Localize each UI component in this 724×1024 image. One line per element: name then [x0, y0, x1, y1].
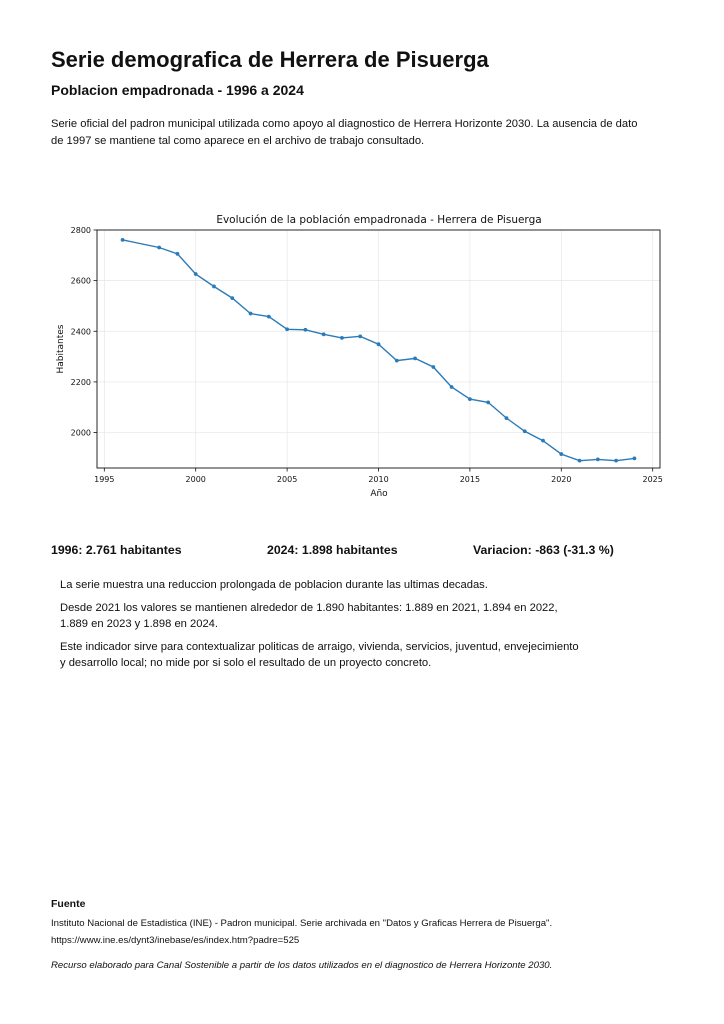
intro-paragraph: Serie oficial del padron municipal utilizada como apoyo al diagnostico de Herrera Horizonte 2030. La ausencia de dato de 1997 se mantiene tal como aparece en el archivo de trabajo consultado. — [51, 118, 638, 147]
data-point — [322, 332, 326, 336]
y-tick-label: 2200 — [70, 377, 91, 387]
data-point — [303, 328, 307, 332]
data-point — [505, 416, 509, 420]
note-paragraph: La serie muestra una reduccion prolongada de poblacion durante las ultimas decadas. — [60, 579, 488, 591]
y-tick-label: 2800 — [70, 226, 91, 235]
data-point — [578, 459, 582, 463]
data-point — [413, 356, 417, 360]
data-point — [377, 342, 381, 346]
x-tick-label: 2025 — [642, 475, 663, 484]
x-tick-label: 2010 — [368, 475, 389, 484]
data-point — [468, 397, 472, 401]
y-tick-label: 2000 — [70, 428, 91, 438]
population-chart — [50, 205, 680, 505]
x-tick-label: 2000 — [185, 475, 206, 484]
data-point — [121, 238, 125, 242]
summary-stats — [51, 541, 691, 559]
x-tick-label: 1995 — [94, 475, 115, 484]
y-tick-label: 2600 — [70, 276, 91, 286]
data-point — [194, 272, 198, 276]
data-point — [285, 327, 289, 331]
data-point — [450, 385, 454, 389]
x-tick-label: 2020 — [551, 475, 572, 484]
stat-end-year: 2024: 1.898 habitantes — [267, 543, 398, 557]
data-point — [340, 336, 344, 340]
source-citation: Instituto Nacional de Estadistica (INE) - Padron municipal. Serie archivada en "Datos y Graficas Herrera de Pisuerga". — [51, 918, 553, 929]
data-point — [267, 315, 271, 319]
notes-section — [60, 577, 580, 678]
data-point — [541, 439, 545, 443]
data-point — [523, 429, 527, 433]
chart-title: Evolución de la población empadronada - Herrera de Pisuerga — [216, 214, 542, 226]
y-axis-label: Habitantes — [56, 324, 66, 374]
stat-variation: Variacion: -863 (-31.3 %) — [473, 543, 614, 557]
data-point — [431, 365, 435, 369]
page-title: Serie demografica de Herrera de Pisuerga — [51, 47, 489, 72]
x-axis-label: Año — [370, 489, 388, 499]
x-tick-label: 2015 — [459, 475, 481, 484]
data-point — [596, 457, 600, 461]
data-point — [358, 334, 362, 338]
data-point — [249, 312, 253, 316]
note-paragraph: Desde 2021 los valores se mantienen alrededor de 1.890 habitantes: 1.889 en 2021, 1.894 en 2022, 1.889 en 2023 y 1.898 en 2024. — [60, 601, 558, 630]
source-heading: Fuente — [51, 898, 86, 910]
data-point — [614, 459, 618, 463]
data-point — [157, 246, 161, 250]
page-subtitle: Poblacion empadronada - 1996 a 2024 — [51, 82, 304, 98]
population-chart-svg — [50, 205, 680, 505]
data-point — [633, 456, 637, 460]
y-tick-label: 2400 — [70, 327, 91, 337]
note-paragraph: Este indicador sirve para contextualizar politicas de arraigo, vivienda, servicios, juventud, envejecimiento y desarrollo local; no mide por si solo el resultado de un proyecto concreto. — [60, 640, 579, 669]
x-tick-label: 2005 — [276, 475, 298, 484]
data-point — [230, 296, 234, 300]
source-section — [51, 897, 691, 949]
stat-start-year: 1996: 2.761 habitantes — [51, 543, 182, 557]
footer-note: Recurso elaborado para Canal Sostenible a partir de los datos utilizados en el diagnostico de Herrera Horizonte 2030. — [51, 960, 553, 971]
data-point — [486, 401, 490, 405]
data-point — [176, 252, 180, 256]
data-point — [212, 285, 216, 289]
data-point — [395, 359, 399, 363]
source-url[interactable]: https://www.ine.es/dynt3/inebase/es/index.htm?padre=525 — [51, 935, 300, 946]
data-point — [559, 452, 563, 456]
